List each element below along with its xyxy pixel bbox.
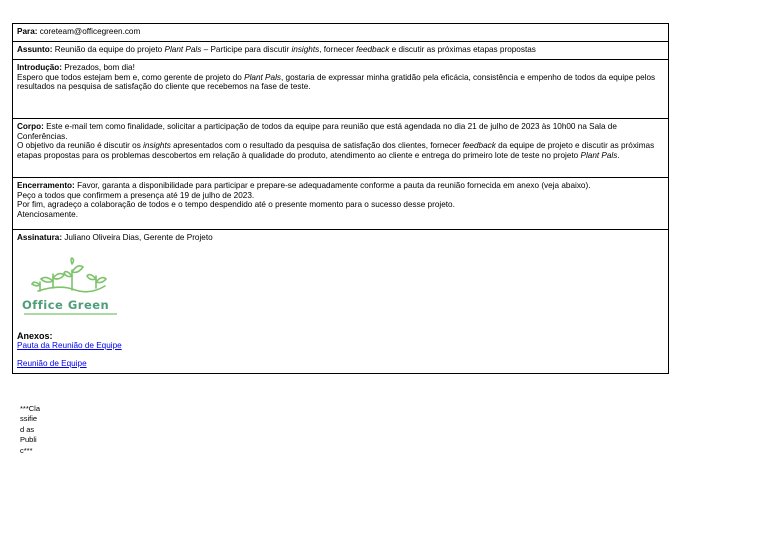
subject-text: Reunião da equipe do projeto [54,45,165,54]
subject-project-name: Plant Pals [164,45,202,54]
body-feedback: feedback [462,141,496,151]
intro-project-name: Plant Pals [244,72,281,82]
attachment-link-meeting-agenda[interactable]: Pauta da Reunião de Equipe [17,340,122,350]
subject-feedback: feedback [356,45,390,54]
to-value: coreteam@officegreen.com [39,27,141,36]
logo-text: Office Green [22,297,110,312]
subject-text: e discutir as próximas etapas propostas [389,45,536,54]
closing-label: Encerramento: [17,181,75,190]
subject-text: , fornecer [319,45,357,54]
closing-text: Favor, garanta a disponibilidade para participar e prepare-se adequadamente conforme a pauta da reunião fornecida em anexo (veja abaixo). [74,181,591,190]
classification-footer: ***Classified as Public*** [20,404,41,455]
closing-row [13,178,669,230]
email-draft-table [12,23,669,374]
subject-row [13,42,669,60]
body-text: da equipe de projeto e discutir as próximas etapas propostas para os problemas descobertos em relação à qualidade do produto, atendimento ao cliente e entrega do primeiro lote de teste no projeto [17,141,655,160]
body-text: O objetivo da reunião é discutir os [17,141,144,151]
to-row [13,24,669,42]
body-text: . [617,150,620,160]
subject-text: – Participe para discutir [201,45,292,54]
closing-cell [13,178,669,230]
body-project-name: Plant Pals [580,150,618,160]
office-green-logo [20,257,120,317]
intro-cell [13,60,669,119]
closing-text: Atenciosamente. [17,209,78,219]
to-cell [13,24,669,42]
signature-label: Assinatura: [17,233,63,242]
body-label: Corpo: [17,122,44,131]
closing-text: Por fim, agradeço a colaboração de todos e o tempo despendido até o presente momento para o sucesso desse projeto. [17,200,455,210]
intro-text: , gostaria de expressar minha gratidão pela eficácia, consistência e empenho de todos da equipe pelos resultados na pesquisa de satisfação do cliente que recebemos na fase de teste. [17,72,656,92]
body-text: Este e-mail tem como finalidade, solicitar a participação de todos da equipe para reunião que está agendada no dia 21 de julho de 2023 às 10h00 na Sala de Conferências. [17,122,617,141]
attachment-link-team-meeting[interactable]: Reunião de Equipe [17,359,87,369]
subject-insights: insights [291,45,320,54]
body-text: apresentados com o resultado da pesquisa de satisfação dos clientes, fornecer [170,141,463,151]
signature-cell [13,230,669,374]
intro-label: Introdução: [17,63,63,72]
body-cell [13,119,669,178]
subject-cell [13,42,669,60]
subject-label: Assunto: [17,45,53,54]
intro-row [13,60,669,119]
signature-value: Juliano Oliveira Dias, Gerente de Projeto [62,233,213,242]
to-label: Para: [17,27,38,36]
intro-greeting: Prezados, bom dia! [62,63,135,72]
intro-text: Espero que todos estejam bem e, como gerente de projeto do [17,72,245,82]
attachments-label: Anexos: [17,330,53,341]
body-insights: insights [143,141,171,151]
signature-row [13,230,669,374]
body-row [13,119,669,178]
closing-text: Peço a todos que confirmem a presença até 19 de julho de 2023. [17,190,255,200]
